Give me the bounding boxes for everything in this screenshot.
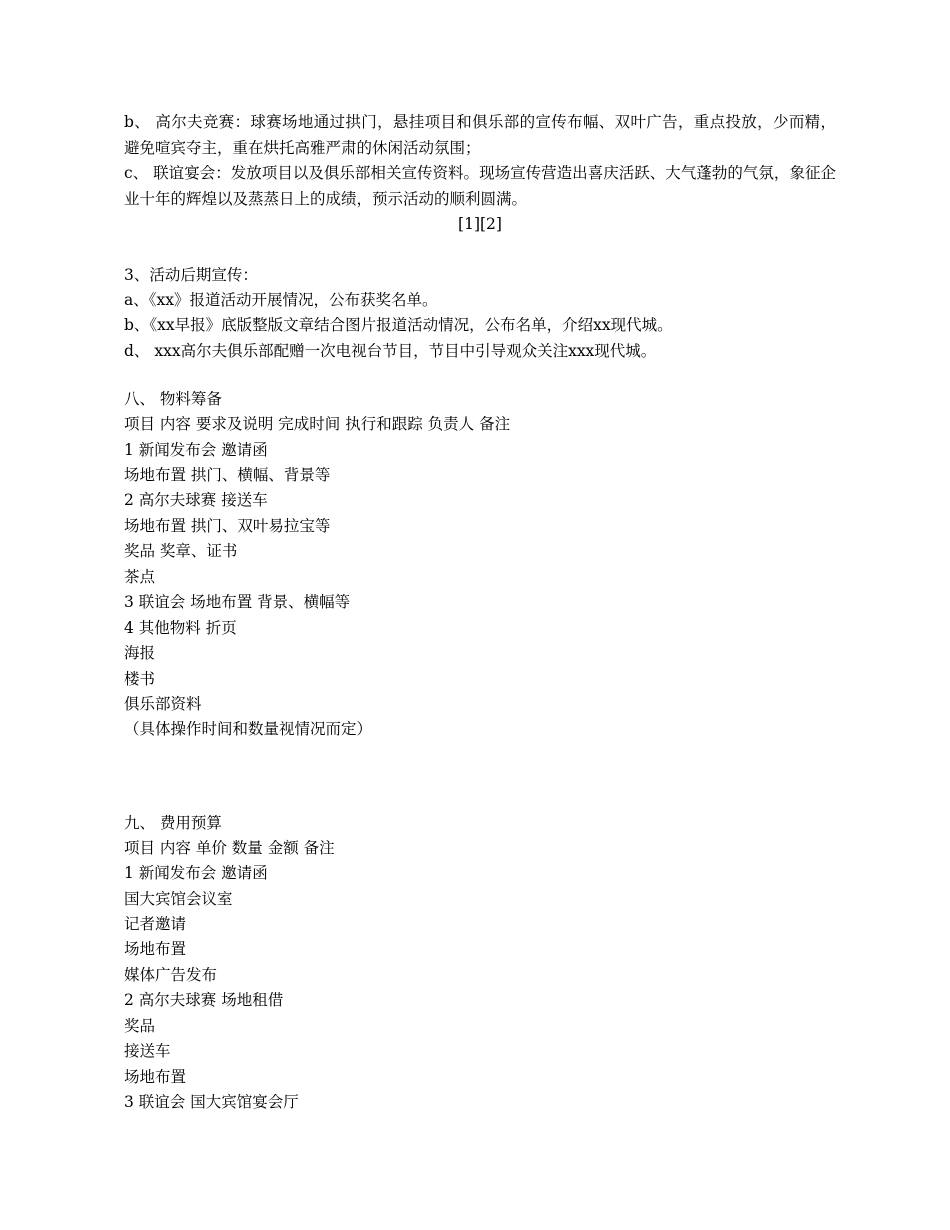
- paragraph-golf-competition: b、 高尔夫竞赛：球赛场地通过拱门，悬挂项目和俱乐部的宣传布幅、双叶广告，重点投放，少而精，避免喧宾夺主，重在烘托高雅严肃的休闲活动氛围；: [124, 113, 836, 157]
- list-item: 海报: [124, 644, 156, 662]
- section-heading-materials: 八、 物料筹备: [124, 390, 222, 408]
- list-item: 记者邀请: [124, 915, 187, 933]
- list-item: 媒体广告发布: [124, 966, 218, 984]
- post-promotion-item-d: d、 xxx高尔夫俱乐部配赠一次电视台节目，节目中引导观众关注xxx现代城。: [124, 342, 657, 360]
- list-item: 3 联谊会 场地布置 背景、横幅等: [124, 593, 351, 611]
- list-item: 茶点: [124, 568, 156, 586]
- list-item: 2 高尔夫球赛 场地租借: [124, 991, 284, 1009]
- post-promotion-heading: 3、活动后期宣传：: [124, 266, 258, 284]
- post-promotion-item-b: b、《xx早报》底版整版文章结合图片报道活动情况，公布名单，介绍xx现代城。: [124, 316, 673, 334]
- page-link-2[interactable]: [2]: [480, 215, 502, 233]
- materials-note: （具体操作时间和数量视情况而定）: [124, 720, 373, 738]
- list-item: 国大宾馆会议室: [124, 890, 233, 908]
- post-promotion-item-a: a、《xx》报道活动开展情况，公布获奖名单。: [124, 291, 438, 309]
- list-item: 场地布置 拱门、横幅、背景等: [124, 466, 331, 484]
- list-item: 1 新闻发布会 邀请函: [124, 441, 268, 459]
- list-item: 场地布置: [124, 940, 187, 958]
- list-item: 1 新闻发布会 邀请函: [124, 864, 268, 882]
- budget-header-row: 项目 内容 单价 数量 金额 备注: [124, 839, 335, 857]
- list-item: 接送车: [124, 1042, 171, 1060]
- list-item: 场地布置 拱门、双叶易拉宝等: [124, 517, 331, 535]
- pagination: [0, 213, 950, 235]
- list-item: 4 其他物料 折页: [124, 619, 237, 637]
- list-item: 3 联谊会 国大宾馆宴会厅: [124, 1093, 299, 1111]
- section-heading-budget: 九、 费用预算: [124, 814, 222, 832]
- list-item: 场地布置: [124, 1068, 187, 1086]
- materials-header-row: 项目 内容 要求及说明 完成时间 执行和跟踪 负责人 备注: [124, 415, 511, 433]
- list-item: 俱乐部资料: [124, 695, 202, 713]
- list-item: 2 高尔夫球赛 接送车: [124, 491, 268, 509]
- list-item: 楼书: [124, 670, 156, 688]
- list-item: 奖品: [124, 1017, 156, 1035]
- list-item: 奖品 奖章、证书: [124, 542, 238, 560]
- paragraph-banquet: c、 联谊宴会：发放项目以及俱乐部相关宣传资料。现场宣传营造出喜庆活跃、大气蓬勃的气氛，象征企业十年的辉煌以及蒸蒸日上的成绩，预示活动的顺利圆满。: [124, 164, 836, 208]
- page-link-1[interactable]: [1]: [458, 215, 480, 233]
